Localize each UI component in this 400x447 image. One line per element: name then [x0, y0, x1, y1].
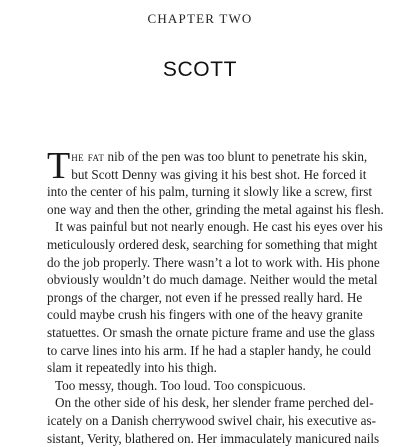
- text-line: [47, 148, 357, 166]
- lead-in-smallcaps: he fat: [71, 149, 104, 164]
- text-line: sistant, Verity, blathered on. Her immaculately manicured nails: [47, 430, 357, 447]
- text-line: prongs of the charger, not even if he pressed really hard. He: [47, 289, 357, 307]
- text-line: statuettes. Or smash the ornate picture frame and use the glass: [47, 324, 357, 342]
- text-line: It was painful but not nearly enough. He cast his eyes over his: [47, 218, 357, 236]
- text-line: obviously wouldn’t do much damage. Neither would the metal: [47, 271, 357, 289]
- drop-cap: T: [47, 149, 70, 183]
- text-line: do the job properly. There wasn’t a lot to work with. His phone: [47, 254, 357, 272]
- text-line: could maybe crush his fingers with one of the heavy granite: [47, 306, 357, 324]
- text-line: meticulously ordered desk, searching for something that might: [47, 236, 357, 254]
- text-line: into the center of his palm, turning it slowly like a screw, first: [47, 183, 357, 201]
- chapter-number-heading: CHAPTER TWO: [0, 11, 400, 27]
- text-line: slam it repeatedly into his thigh.: [47, 359, 357, 377]
- chapter-title: SCOTT: [0, 58, 400, 82]
- text-line: but Scott Denny was giving it his best shot. He forced it: [47, 166, 357, 184]
- text-line: one way and then the other, grinding the metal against his flesh.: [47, 201, 357, 219]
- paragraph-2: [47, 218, 357, 376]
- chapter-body-text: [47, 148, 357, 447]
- paragraph-1: [47, 148, 357, 218]
- text-line: to carve lines into his arm. If he had a stapler handy, he could: [47, 342, 357, 360]
- text-line-content: nib of the pen was too blunt to penetrate his skin,: [108, 149, 368, 164]
- text-line: Too messy, though. Too loud. Too conspicuous.: [47, 377, 357, 395]
- text-line: On the other side of his desk, her slender frame perched del-: [47, 394, 357, 412]
- paragraph-4: [47, 394, 357, 447]
- paragraph-3: [47, 377, 357, 395]
- text-line: icately on a Danish cherrywood swivel chair, his executive as-: [47, 412, 357, 430]
